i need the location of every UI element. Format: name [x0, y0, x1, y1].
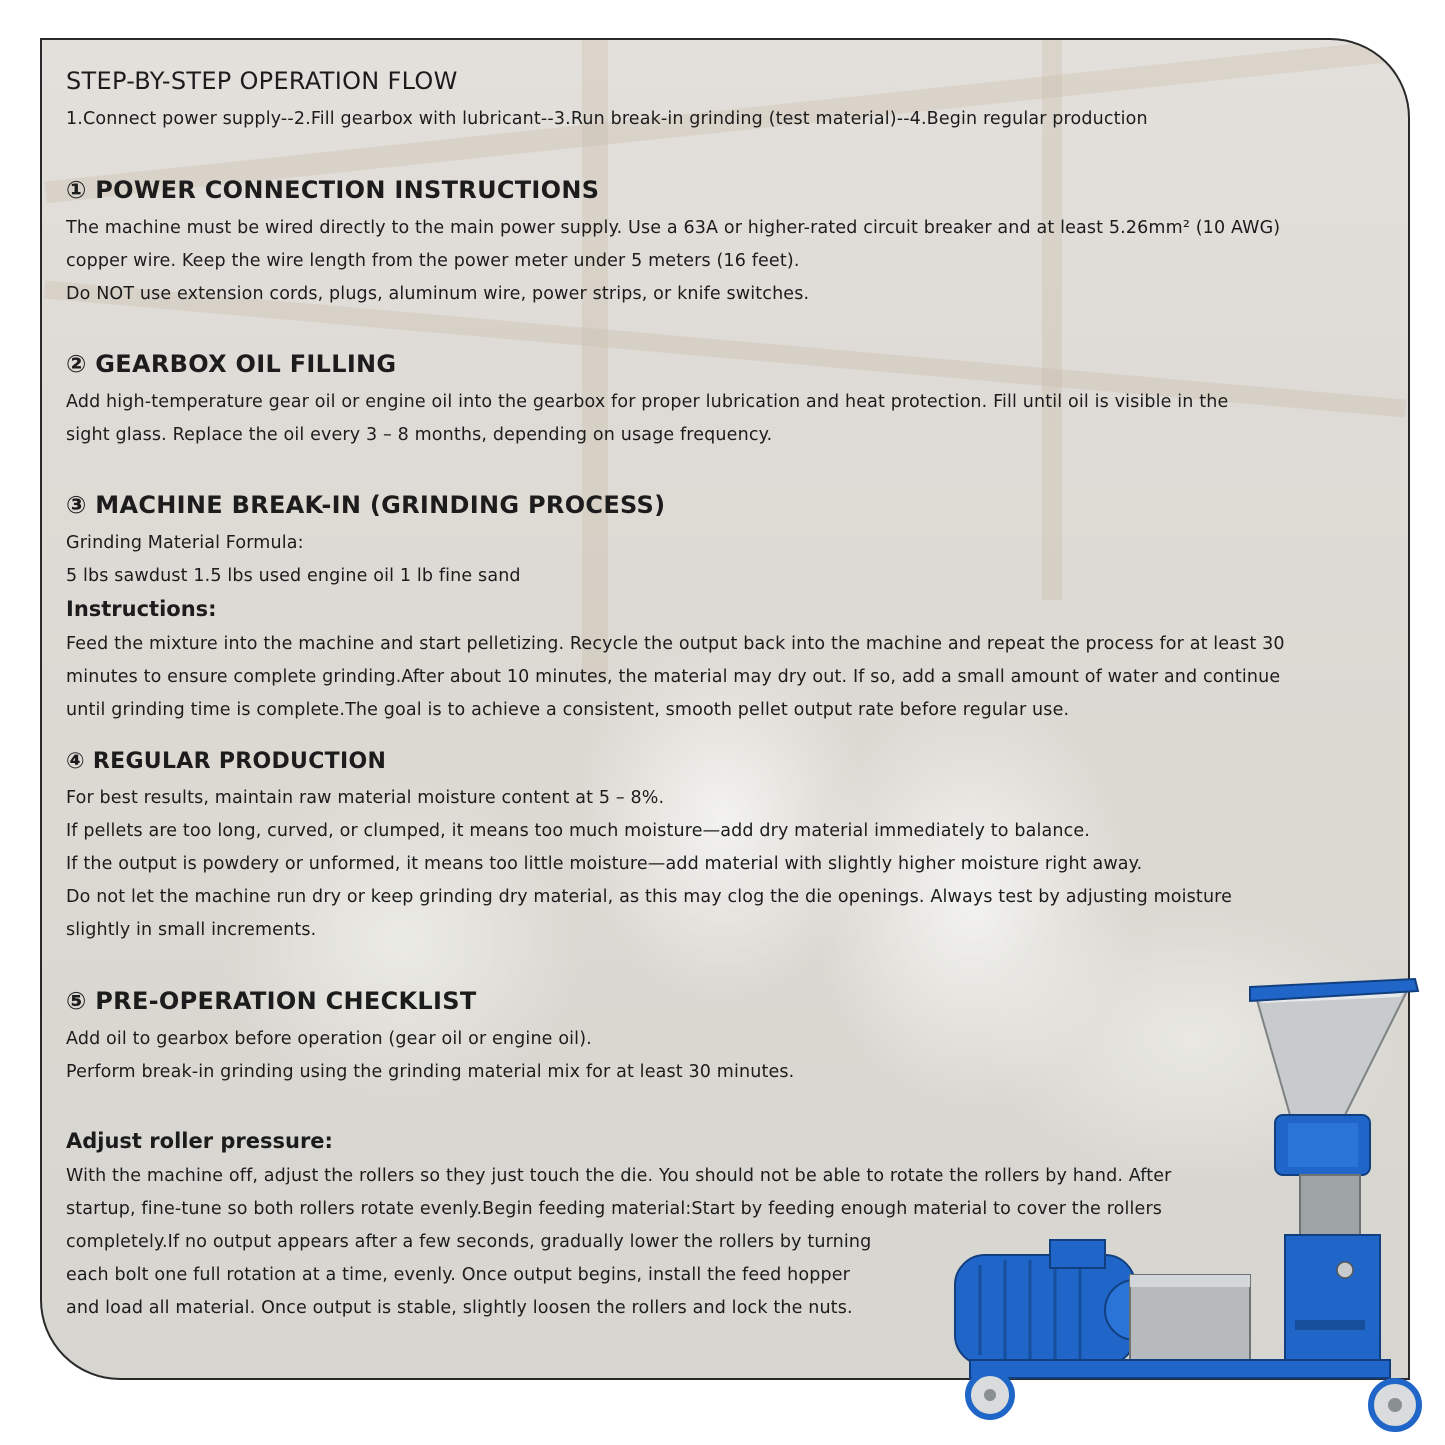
roller-line: each bolt one full rotation at a time, evenly. Once output begins, install the feed hopper — [66, 1265, 850, 1285]
regular-title: ④ REGULAR PRODUCTION — [66, 749, 387, 774]
gearbox-base — [1285, 1235, 1380, 1375]
gearbox-line: Add high-temperature gear oil or engine oil into the gearbox for proper lubrication and heat protection. Fill until oil is visible in the — [66, 392, 1229, 412]
regular-line: If the output is powdery or unformed, it means too little moisture—add material with slightly higher moisture right away. — [66, 854, 1143, 874]
breakin-line: minutes to ensure complete grinding.After about 10 minutes, the material may dry out. If so, add a small amount of water and continue — [66, 667, 1281, 687]
regular-line: For best results, maintain raw material moisture content at 5 – 8%. — [66, 788, 665, 808]
wheel-hub — [1388, 1398, 1402, 1412]
power-line: The machine must be wired directly to the main power supply. Use a 63A or higher-rated circuit breaker and at least 5.26mm² (10 AWG) — [66, 218, 1281, 238]
regular-line: slightly in small increments. — [66, 920, 317, 940]
flow-steps: 1.Connect power supply--2.Fill gearbox with lubricant--3.Run break-in grinding (test material)--4.Begin regular production — [66, 109, 1148, 129]
formula-text: 5 lbs sawdust 1.5 lbs used engine oil 1 lb fine sand — [66, 566, 521, 586]
die-housing-face — [1288, 1123, 1358, 1167]
pellet-mill-illustration — [950, 975, 1430, 1440]
frame-rail — [970, 1360, 1390, 1378]
roller-line: and load all material. Once output is stable, slightly loosen the rollers and lock the nuts. — [66, 1298, 853, 1318]
hopper-shape — [1255, 985, 1410, 1115]
checklist-line: Add oil to gearbox before operation (gear oil or engine oil). — [66, 1029, 592, 1049]
belt-guard — [1130, 1275, 1250, 1360]
power-line: Do NOT use extension cords, plugs, aluminum wire, power strips, or knife switches. — [66, 284, 810, 304]
motor-terminal-box — [1050, 1240, 1105, 1268]
power-title: ① POWER CONNECTION INSTRUCTIONS — [66, 176, 600, 204]
power-line: copper wire. Keep the wire length from the power meter under 5 meters (16 feet). — [66, 251, 800, 271]
regular-line: Do not let the machine run dry or keep grinding dry material, as this may clog the die openings. Always test by adjusting moisture — [66, 887, 1233, 907]
gearbox-title: ② GEARBOX OIL FILLING — [66, 350, 397, 378]
flow-title: STEP-BY-STEP OPERATION FLOW — [66, 67, 458, 95]
breakin-title: ③ MACHINE BREAK-IN (GRINDING PROCESS) — [66, 491, 666, 519]
base-strip — [1295, 1320, 1365, 1330]
breakin-line: Feed the mixture into the machine and start pelletizing. Recycle the output back into the machine and repeat the process for at least 30 — [66, 634, 1285, 654]
sight-glass — [1337, 1262, 1353, 1278]
formula-label: Grinding Material Formula: — [66, 533, 304, 553]
regular-line: If pellets are too long, curved, or clumped, it means too much moisture—add dry material immediately to balance. — [66, 821, 1091, 841]
checklist-line: Perform break-in grinding using the grinding material mix for at least 30 minutes. — [66, 1062, 795, 1082]
roller-line: With the machine off, adjust the rollers so they just touch the die. You should not be able to rotate the rollers by hand. After — [66, 1166, 1172, 1186]
wheel-hub — [984, 1389, 996, 1401]
roller-line: completely.If no output appears after a few seconds, gradually lower the rollers by turning — [66, 1232, 872, 1252]
discharge-chute — [1300, 1175, 1360, 1235]
breakin-line: until grinding time is complete.The goal is to achieve a consistent, smooth pellet output rate before regular use. — [66, 700, 1070, 720]
roller-line: startup, fine-tune so both rollers rotate evenly.Begin feeding material:Start by feeding enough material to cover the rollers — [66, 1199, 1163, 1219]
checklist-title: ⑤ PRE-OPERATION CHECKLIST — [66, 987, 477, 1015]
instructions-label: Instructions: — [66, 597, 217, 621]
belt-guard-top — [1130, 1275, 1250, 1287]
gearbox-line: sight glass. Replace the oil every 3 – 8 months, depending on usage frequency. — [66, 425, 773, 445]
roller-title: Adjust roller pressure: — [66, 1129, 333, 1153]
